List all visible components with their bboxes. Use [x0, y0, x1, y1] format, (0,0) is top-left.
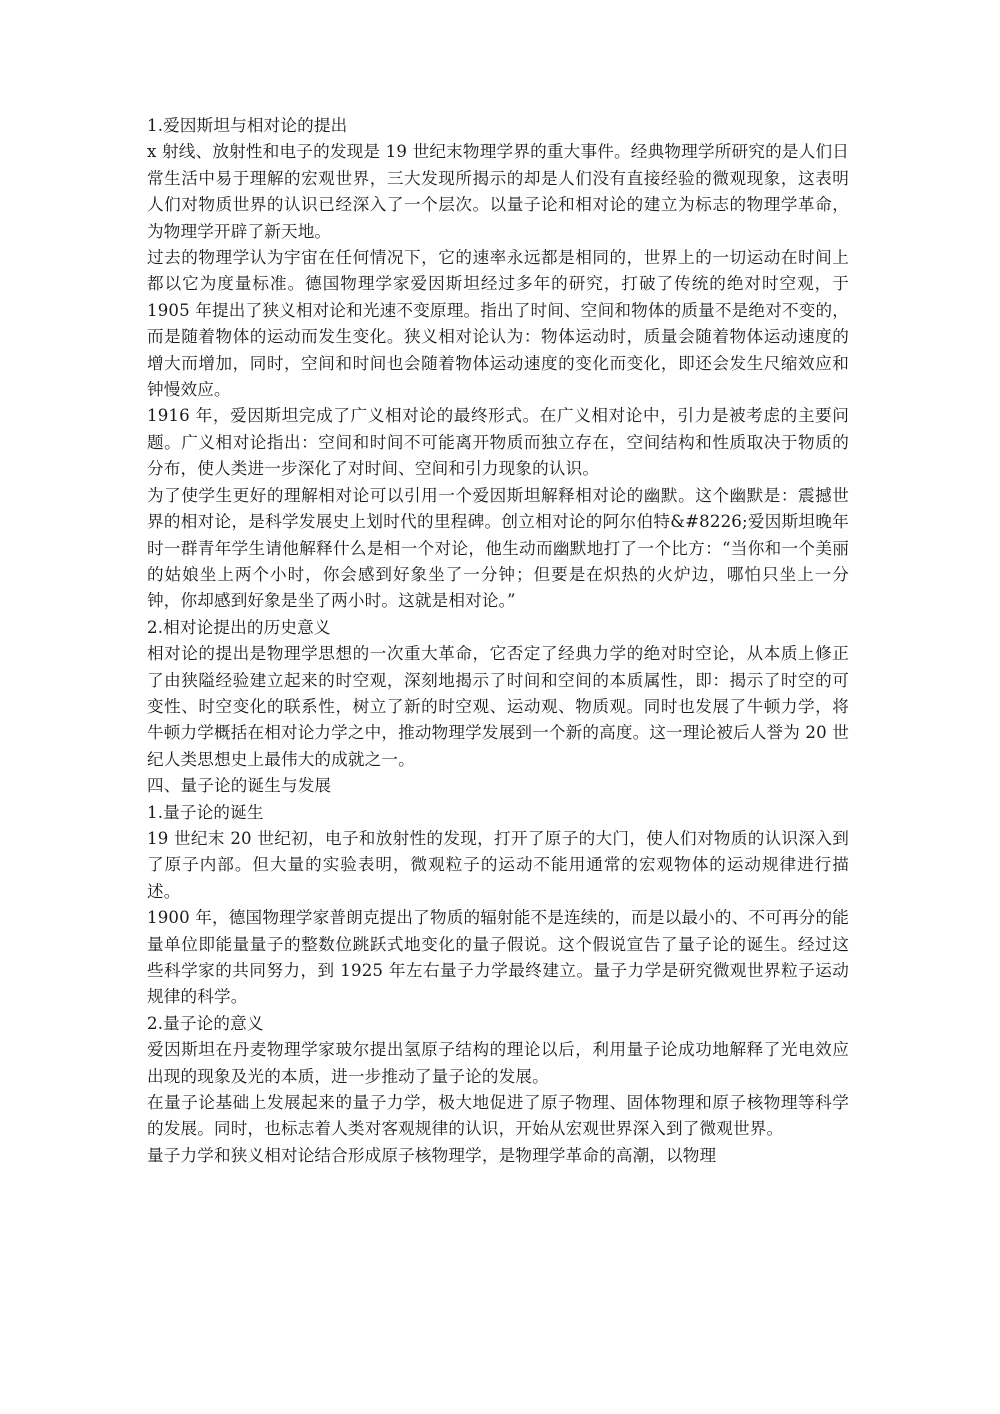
paragraph: 19 世纪末 20 世纪初，电子和放射性的发现，打开了原子的大门，使人们对物质的认识深入到了原子内部。但大量的实验表明，微观粒子的运动不能用通常的宏观物体的运动规律进行描述。 — [147, 828, 849, 901]
paragraph: 量子力学和狭义相对论结合形成原子核物理学，是物理学革命的高潮，以物理 — [147, 1145, 717, 1165]
section-heading-quantum-significance: 2.量子论的意义 — [147, 1013, 264, 1033]
paragraph: 为了使学生更好的理解相对论可以引用一个爱因斯坦解释相对论的幽默。这个幽默是：震撼世界的相对论，是科学发展史上划时代的里程碑。创立相对论的阿尔伯特&#8226;爱因斯坦晚年时一群青年学生请他解释什么是相一个对论，他生动而幽默地打了一个比方：“当你和一个美丽的姑娘坐上两个小时，你会感到好象坐了一分钟；但要是在炽热的火炉边，哪怕只坐上一分钟，你却感到好象是坐了两小时。这就是相对论。” — [147, 485, 849, 611]
section-heading-einstein-relativity: 1.爱因斯坦与相对论的提出 — [147, 116, 348, 135]
paragraph: x 射线、放射性和电子的发现是 19 世纪末物理学界的重大事件。经典物理学所研究的是人们日常生活中易于理解的宏观世界，三大发现所揭示的却是人们没有直接经验的微观现象，这表明人们对物质世界的认识已经深入了一个层次。以量子论和相对论的建立为标志的物理学革命，为物理学开辟了新天地。 — [147, 142, 849, 241]
paragraph: 1900 年，德国物理学家普朗克提出了物质的辐射能不是连续的，而是以最小的、不可再分的能量单位即能量量子的整数位跳跃式地变化的量子假说。这个假说宣告了量子论的诞生。经过这些科学家的共同努力，到 1925 年左右量子力学最终建立。量子力学是研究微观世界粒子运动规律的科学。 — [147, 908, 849, 1007]
paragraph: 爱因斯坦在丹麦物理学家玻尔提出氢原子结构的理论以后，利用量子论成功地解释了光电效应出现的现象及光的本质，进一步推动了量子论的发展。 — [147, 1040, 849, 1086]
paragraph: 在量子论基础上发展起来的量子力学，极大地促进了原子物理、固体物理和原子核物理等科学的发展。同时，也标志着人类对客观规律的认识，开始从宏观世界深入到了微观世界。 — [147, 1093, 849, 1139]
chapter-heading-quantum-theory: 四、量子论的诞生与发展 — [147, 776, 332, 796]
document-page — [147, 113, 849, 1169]
paragraph: 1916 年，爱因斯坦完成了广义相对论的最终形式。在广义相对论中，引力是被考虑的主要问题。广义相对论指出：空间和时间不可能离开物质而独立存在，空间结构和性质取决于物质的分布，使人类进一步深化了对时间、空间和引力现象的认识。 — [147, 406, 849, 479]
paragraph: 过去的物理学认为宇宙在任何情况下，它的速率永远都是相同的，世界上的一切运动在时间上都以它为度量标准。德国物理学家爱因斯坦经过多年的研究，打破了传统的绝对时空观，于 1905 年提出了狭义相对论和光速不变原理。指出了时间、空间和物体的质量不是绝对不变的，而是随着物体的运动而发生变化。狭义相对论认为：物体运动时，质量会随着物体运动速度的增大而增加，同时，空间和时间也会随着物体运动速度的变化而变化，即还会发生尺缩效应和钟慢效应。 — [147, 248, 849, 400]
section-heading-quantum-birth: 1.量子论的诞生 — [147, 802, 264, 822]
paragraph: 相对论的提出是物理学思想的一次重大革命，它否定了经典力学的绝对时空论，从本质上修正了由狭隘经验建立起来的时空观，深刻地揭示了时间和空间的本质属性，即：揭示了时空的可变性、时空变化的联系性，树立了新的时空观、运动观、物质观。同时也发展了牛顿力学，将牛顿力学概括在相对论力学之中，推动物理学发展到一个新的高度。这一理论被后人誉为 20 世纪人类思想史上最伟大的成就之一。 — [147, 644, 850, 769]
section-heading-relativity-significance: 2.相对论提出的历史意义 — [147, 617, 331, 637]
